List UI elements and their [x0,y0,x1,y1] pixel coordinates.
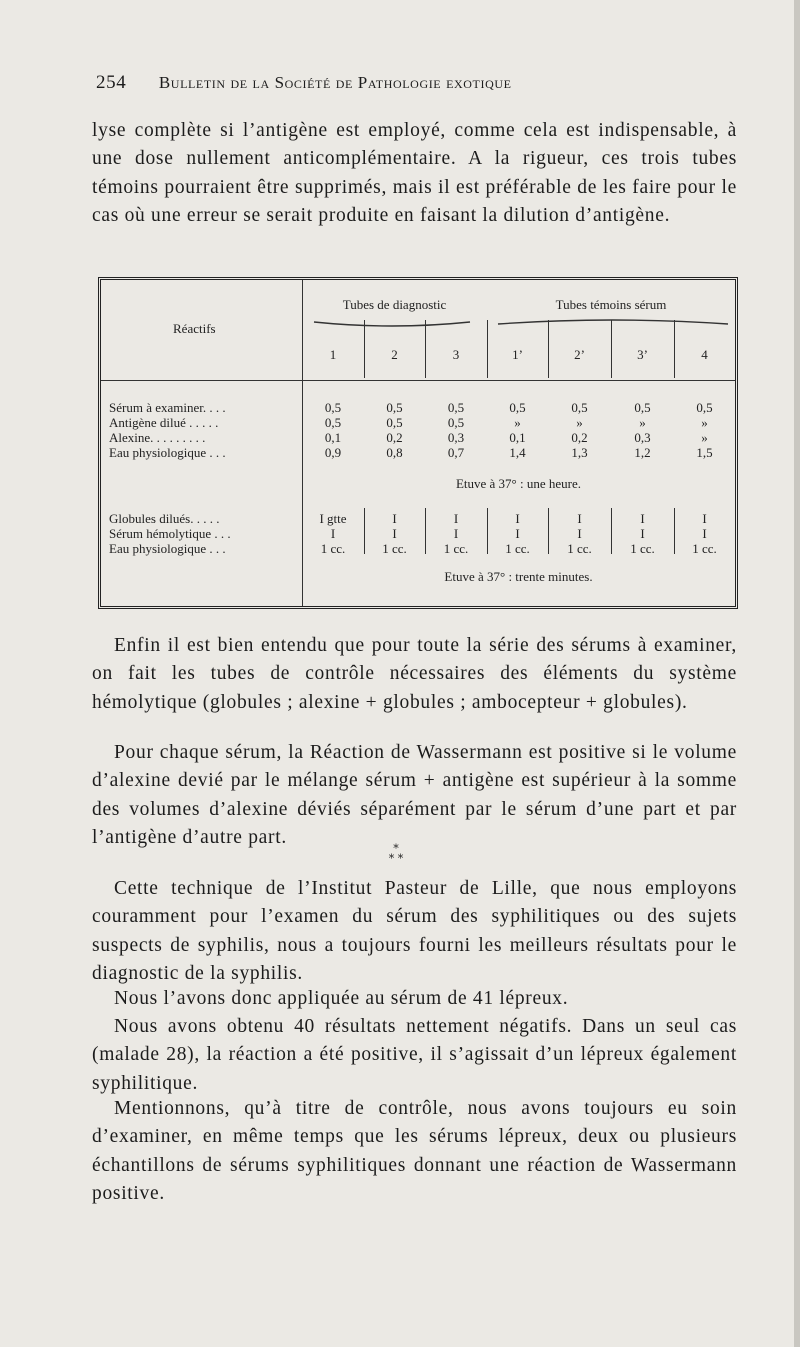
hemolytic-row-cell: I [577,526,582,541]
temoins-group-header: Tubes témoins sérum [555,297,667,312]
page-edge [794,0,800,1347]
hemolytic-row-cell: I [392,526,397,541]
column-header: 3’ [637,347,648,362]
hemolytic-row-cell: I gtte [319,511,347,526]
hemolytic-row-cell: I [577,511,582,526]
reagent-row-cell: » [639,415,646,430]
reagent-row-cell: 0,5 [509,400,526,415]
intro-paragraph: lyse complète si l’antigène est employé, comme cela est indispensable, à une dose nullement anticomplémentaire. A la rigueur, ces trois tubes témoins pourraient être supprimés, mais il est préférable de les faire pour le cas où une erreur se serait produite en faisant la dilution d’antigène. [92,120,737,226]
diagnostic-group-header: Tubes de diagnostic [342,297,447,312]
reagent-row-cell: 0,3 [447,430,465,445]
section-separator: * * * [388,842,404,865]
reagent-row-label: Sérum à examiner. . . . [109,400,226,415]
reagent-row-cell: 0,7 [447,445,465,460]
reagent-row-cell: 0,9 [324,445,342,460]
hemolytic-row-label: Globules dilués. . . . . [109,511,220,526]
reagent-row-label: Antigène dilué . . . . . [109,415,219,430]
column-header: 1’ [512,347,523,362]
reactifs-header: Réactifs [173,321,216,336]
reagent-row-cell: 1,2 [634,445,651,460]
brace-lines [302,318,735,330]
hemolytic-row-cell: I [640,526,645,541]
paragraph-applied: Nous l’avons donc appliquée au sérum de 41 lépreux. [114,988,569,1009]
reagent-row-cell: 0,5 [324,400,342,415]
hemolytic-row-cell: 1 cc. [567,541,592,556]
hemolytic-row-cell: 1 cc. [320,541,346,556]
reagent-row-cell: 0,5 [447,415,465,430]
hemolytic-row-cell: 1 cc. [692,541,717,556]
column-header: 4 [701,347,708,362]
etuve-one-hour: Etuve à 37° : une heure. [455,476,582,491]
page-number: 254 [96,72,127,93]
running-head [96,72,666,94]
hemolytic-row-label: Eau physiologique . . . [109,541,226,556]
reagent-row-cell: 0,2 [386,430,403,445]
reagent-row-label: Alexine. . . . . . . . . [109,430,206,445]
column-header: 2 [391,347,398,362]
reagent-row-cell: 0,1 [509,430,526,445]
column-header: 2’ [574,347,585,362]
reagent-row-cell: 1,5 [696,445,713,460]
reagent-row-label: Eau physiologique . . . [109,445,226,460]
reagent-row-cell: 0,5 [571,400,588,415]
table-rule [101,380,735,381]
hemolytic-row-cell: 1 cc. [630,541,655,556]
reagent-row-cell: 1,3 [571,445,588,460]
hemolytic-row-cell: I [515,511,520,526]
paragraph-technique: Cette technique de l’Institut Pasteur de Lille, que nous employons couramment pour l’examen du sérum des syphilitiques ou des sujets suspects de syphilis, nous a toujours fourni les meilleurs résultats pour le diagnostic de la syphilis. [92,878,737,984]
reagent-row-cell: 0,5 [634,400,651,415]
reagent-row-cell: 0,5 [696,400,713,415]
reagent-row-cell: 0,5 [386,415,403,430]
reagent-row-cell: » [514,415,521,430]
hemolytic-row-cell: I [453,526,459,541]
hemolytic-row-cell: I [330,526,336,541]
paragraph-controls: Mentionnons, qu’à titre de contrôle, nous avons toujours eu soin d’examiner, en même temps que les sérums lépreux, deux ou plusieurs échantillons de sérums syphilitiques donnant une réaction de Wassermann positive. [92,1098,737,1204]
reagent-row-cell: 0,1 [324,430,342,445]
paragraph-results: Nous avons obtenu 40 résultats nettement négatifs. Dans un seul cas (malade 28), la réaction a été positive, il s’agissait d’un lépreux également syphilitique. [92,1016,737,1094]
hemolytic-row-cell: I [515,526,520,541]
reagent-row-cell: 0,3 [634,430,651,445]
hemolytic-row-cell: 1 cc. [443,541,469,556]
hemolytic-row-cell: 1 cc. [505,541,530,556]
reagent-row-cell: » [701,430,708,445]
journal-title: Bulletin de la Société de Pathologie exotique [158,73,512,92]
reagent-table [98,277,738,609]
hemolytic-row-cell: 1 cc. [382,541,407,556]
paragraph-control-tubes: Enfin il est bien entendu que pour toute la série des sérums à examiner, on fait les tubes de contrôle nécessaires des éléments du système hémolytique (globules ; alexine + globules ; ambocepteur + globules). [92,635,737,713]
reagent-row-cell: 0,5 [324,415,342,430]
paragraph-wassermann-rule: Pour chaque sérum, la Réaction de Wassermann est positive si le volume d’alexine devié par le mélange sérum + antigène est supérieur à la somme des volumes d’alexine déviés séparément par le sérum d’une part et par l’antigène d’autre part. [92,742,737,848]
reagent-row-cell: 0,5 [447,400,465,415]
hemolytic-row-label: Sérum hémolytique . . . [109,526,231,541]
reagent-row-cell: » [701,415,708,430]
reagent-row-cell: 1,4 [509,445,526,460]
hemolytic-row-cell: I [392,511,397,526]
hemolytic-row-cell: I [640,511,645,526]
hemolytic-row-cell: I [702,526,707,541]
hemolytic-row-cell: I [453,511,459,526]
reagent-row-cell: 0,5 [386,400,403,415]
column-header: 3 [452,347,460,362]
reagent-row-cell: » [576,415,583,430]
hemolytic-row-cell: I [702,511,707,526]
reagent-row-cell: 0,2 [571,430,588,445]
etuve-thirty-minutes: Etuve à 37° : trente minutes. [444,569,593,584]
column-header: 1 [329,347,337,362]
reagent-row-cell: 0,8 [386,445,403,460]
